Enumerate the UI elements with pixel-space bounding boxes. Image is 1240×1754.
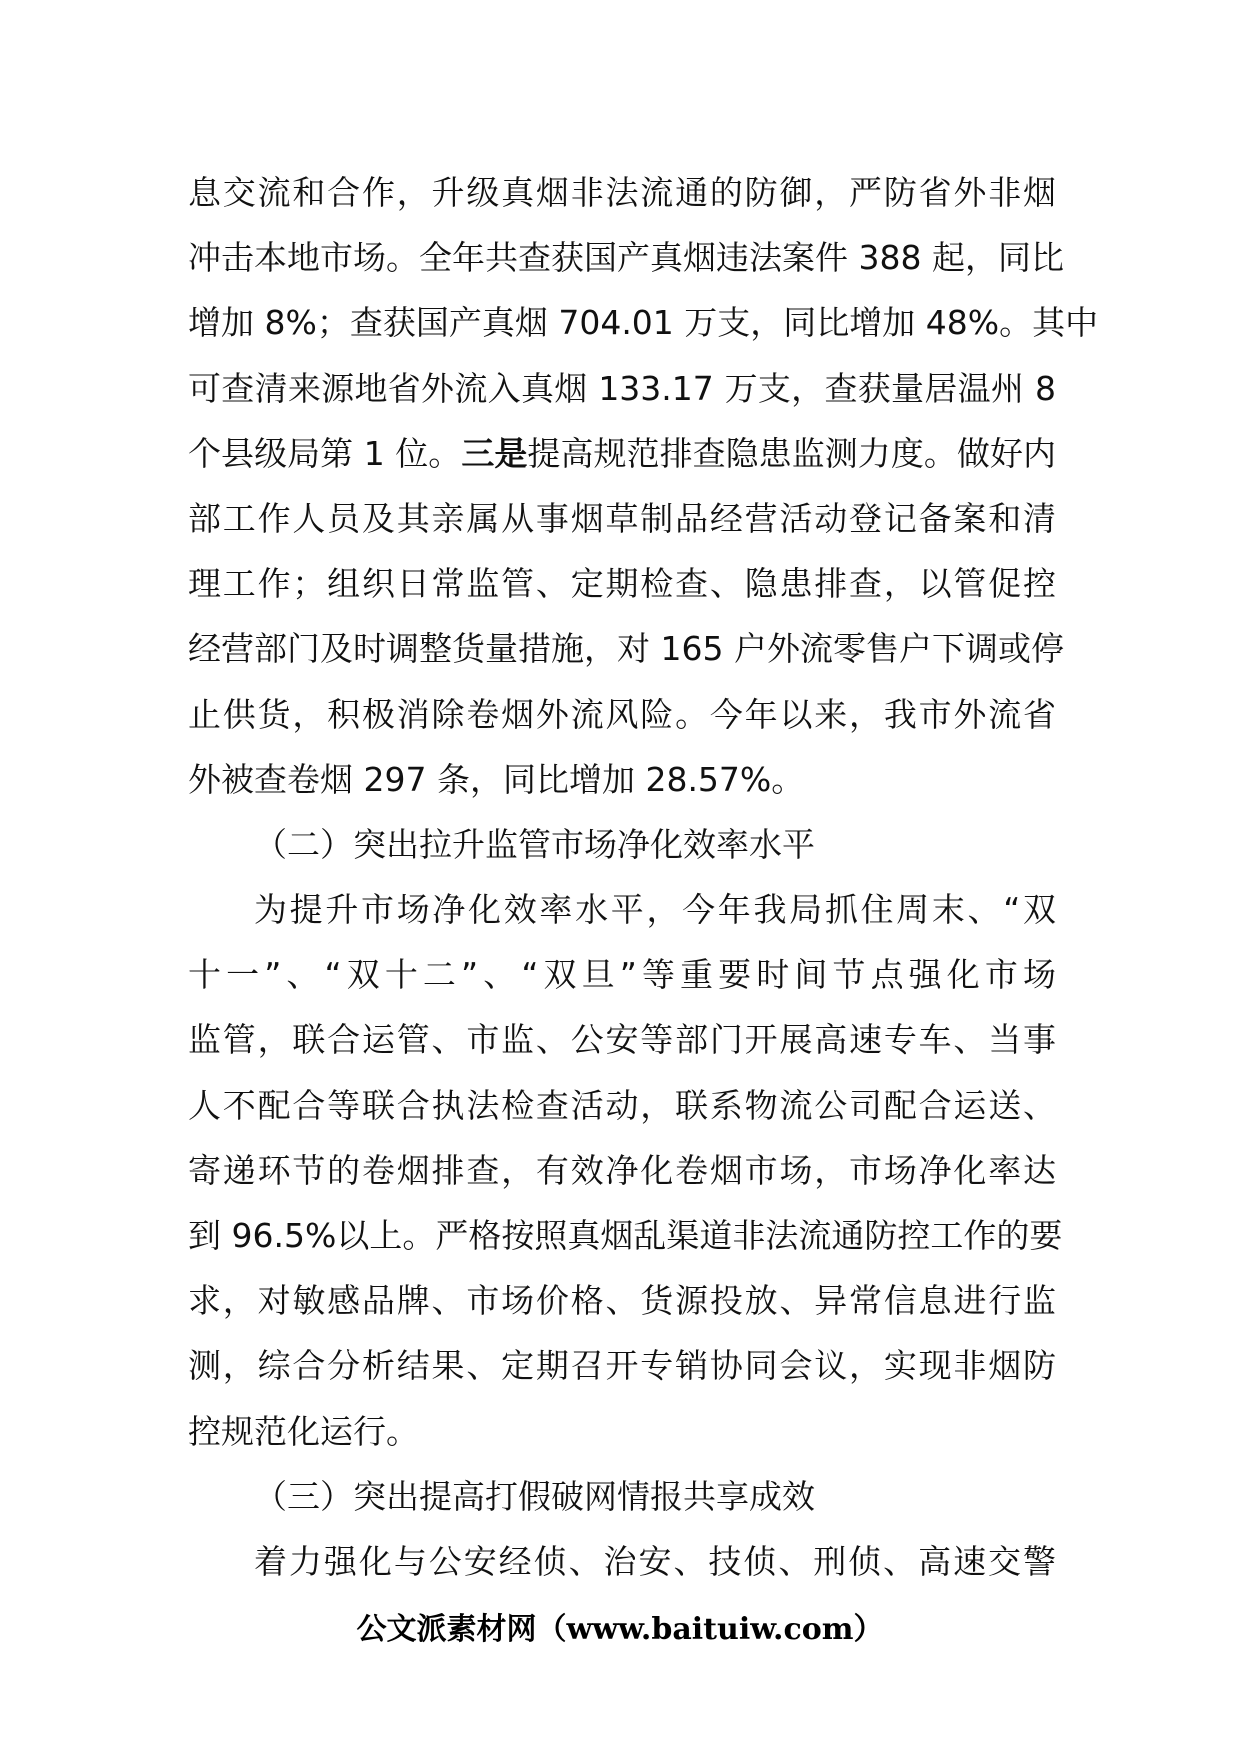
- section-heading-3: （三）突出提高打假破网情报共享成效: [254, 1476, 815, 1516]
- paragraph-3: [188, 1529, 1056, 1594]
- text-line: 监管，联合运管、市监、公安等部门开展高速专车、当事: [188, 1020, 1056, 1060]
- paragraph-1: [188, 160, 1099, 812]
- text-line-mixed: [188, 421, 1056, 486]
- text-line: 理工作；组织日常监管、定期检查、隐患排查，以管促控: [188, 564, 1056, 604]
- section-heading-2: （二）突出拉升监管市场净化效率水平: [254, 824, 815, 864]
- emphasis-text: 三是: [461, 433, 528, 473]
- text-line: 人不配合等联合执法检查活动，联系物流公司配合运送、: [188, 1085, 1056, 1125]
- text-line: 寄递环节的卷烟排查，有效净化卷烟市场，市场净化率达: [188, 1150, 1056, 1190]
- document-body: [188, 160, 1099, 1594]
- text-line: 十一”、“双十二”、“双旦”等重要时间节点强化市场: [188, 955, 1056, 995]
- text-line: 部工作人员及其亲属从事烟草制品经营活动登记备案和清: [188, 498, 1056, 538]
- text-line: 可查清来源地省外流入真烟 133.17 万支，查获量居温州 8: [188, 368, 1056, 408]
- text-line: 增加 8%；查获国产真烟 704.01 万支，同比增加 48%。其中: [188, 303, 1099, 343]
- text-line: 外被查卷烟 297 条，同比增加 28.57%。: [188, 759, 805, 799]
- text-line: 止供货，积极消除卷烟外流风险。今年以来，我市外流省: [188, 694, 1056, 734]
- text-line: 经营部门及时调整货量措施，对 165 户外流零售户下调或停: [188, 629, 1064, 669]
- text-line: 控规范化运行。: [188, 1411, 419, 1451]
- text-segment: 个县级局第 1 位。: [188, 433, 462, 473]
- text-line: 息交流和合作，升级真烟非法流通的防御，严防省外非烟: [188, 173, 1056, 212]
- text-segment: 提高规范排查隐患监测力度。做好内: [527, 433, 1056, 473]
- text-line: 着力强化与公安经侦、治安、技侦、刑侦、高速交警: [254, 1541, 1056, 1581]
- text-line: 测，综合分析结果、定期召开专销协同会议，实现非烟防: [188, 1346, 1056, 1386]
- text-line: 求，对敏感品牌、市场价格、货源投放、异常信息进行监: [188, 1281, 1056, 1321]
- paragraph-2: [188, 877, 1063, 1464]
- text-line: 为提升市场净化效率水平，今年我局抓住周末、“双: [254, 890, 1056, 930]
- text-line: 到 96.5%以上。严格按照真烟乱渠道非法流通防控工作的要: [188, 1216, 1063, 1255]
- footer-watermark: 公文派素材网（www.baituiw.com）: [356, 1612, 884, 1647]
- text-line: 冲击本地市场。全年共查获国产真烟违法案件 388 起，同比: [188, 238, 1064, 278]
